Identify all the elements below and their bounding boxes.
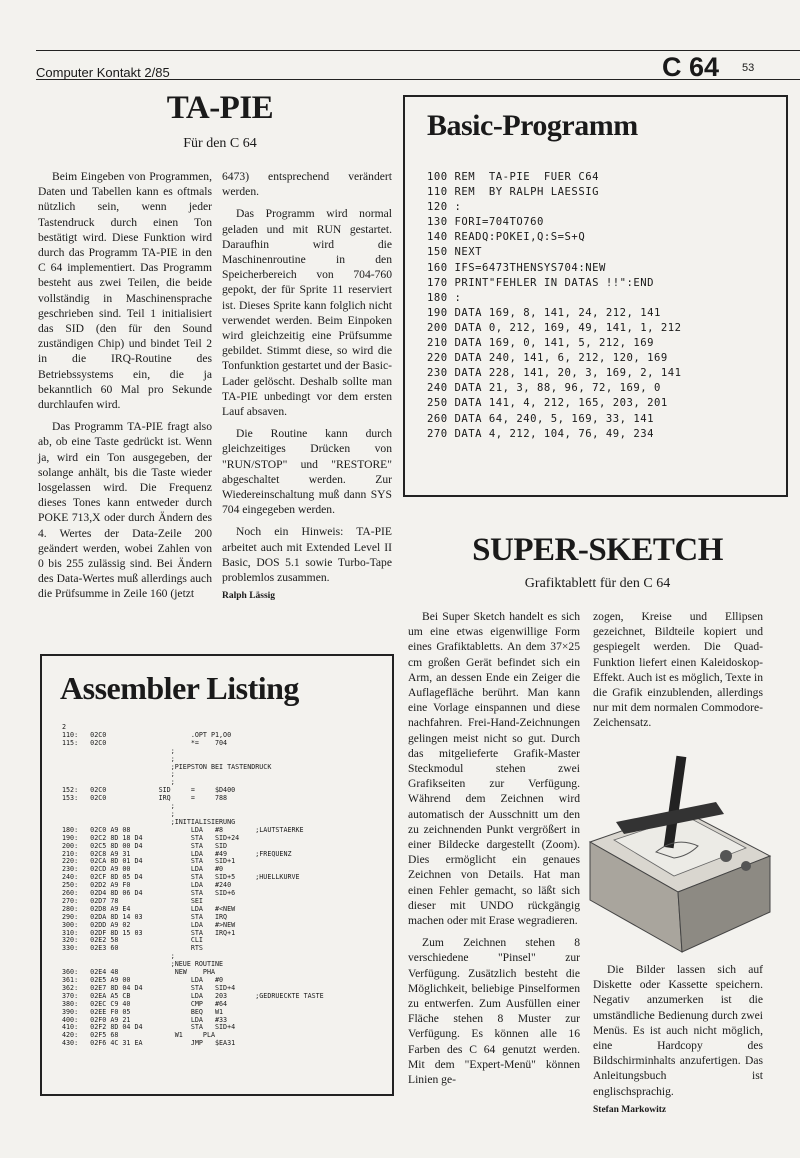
code-line: 153: 02C0 IRQ = 788 (62, 794, 228, 803)
code-line: 130 FORI=704TO760 (427, 216, 544, 229)
supersketch-title: SUPER-SKETCH (472, 532, 723, 568)
tapie-title: TA-PIE (166, 90, 274, 126)
header-rule (36, 50, 800, 51)
code-line: 300: 02DD A9 02 LDA #>NEW (62, 920, 236, 929)
code-line: ;PIEPSTON BEI TASTENDRUCK (62, 762, 272, 771)
code-line: 2 (62, 723, 67, 731)
supersketch-subtitle: Grafiktablett für den C 64 (524, 576, 671, 591)
code-line: 150 NEXT (427, 246, 483, 259)
code-line: 390: 02EE F0 05 BEQ W1 (62, 1007, 224, 1016)
code-line: 260: 02D4 8D 06 D4 STA SID+6 (62, 889, 236, 898)
assembler-listing-box (40, 654, 394, 1096)
author-signature: Stefan Markowitz (593, 1104, 667, 1115)
code-line: 160 IFS=6473THENSYS704:NEW (427, 261, 606, 274)
section-label: C 64 (662, 52, 720, 82)
code-line: 240: 02CF 8D 05 D4 STA SID+5 ;HUELLKURVE (62, 873, 300, 882)
code-line: 410: 02F2 8D 04 D4 STA SID+4 (62, 1023, 236, 1032)
basic-program-title: Basic-Programm (427, 109, 638, 142)
code-line: 190: 02C2 8D 18 D4 STA SID+24 (62, 833, 240, 842)
code-line: 210: 02C8 A9 31 LDA #49 ;FREQUENZ (62, 849, 292, 858)
paragraph: Noch ein Hinweis: TA-PIE arbeitet auch mit Extended Level II Basic, DOS 5.1 sowie Turbo-Tape problemlos zusammen. (222, 525, 392, 585)
code-line: 220 DATA 240, 141, 6, 212, 120, 169 (427, 352, 668, 365)
code-line: ; (62, 952, 175, 961)
code-line: 100 REM TA-PIE FUER C64 (427, 171, 599, 183)
code-line: 170 PRINT"FEHLER IN DATAS !!":END (427, 276, 654, 289)
code-line: 200 DATA 0, 212, 169, 49, 141, 1, 212 (427, 321, 682, 334)
code-line: 270 DATA 4, 212, 104, 76, 49, 234 (427, 427, 654, 440)
basic-program-box (403, 95, 788, 497)
code-line: 361: 02E5 A9 00 LDA #0 (62, 976, 224, 984)
code-line: 362: 02E7 8D 04 D4 STA SID+4 (62, 983, 236, 992)
paragraph: Die Bilder lassen sich auf Diskette oder Kassette speichern. Negativ anzumerken ist die umständliche Bedienung durch zwei Menüs. Es ist auch nicht möglich, eine Hardcopy des Bildschirminhalts anzufertigen. Das Anleitungsbuch ist englischsprachig. (593, 963, 763, 1098)
tapie-subtitle: Für den C 64 (183, 136, 257, 151)
supersketch-column-2a (593, 609, 763, 731)
code-line: 280: 02D8 A9 E4 LDA #<NEW (62, 904, 236, 913)
supersketch-column-1 (408, 609, 580, 1087)
code-line: 380: 02EC C9 40 CMP #64 (62, 999, 228, 1008)
code-line: 190 DATA 169, 8, 141, 24, 212, 141 (427, 306, 661, 319)
code-line: 420: 02F5 68 W1 PLA (62, 1031, 215, 1040)
basic-code-listing (427, 170, 682, 442)
code-line: ; (62, 802, 175, 811)
code-line: ;NEUE ROUTINE (62, 960, 224, 969)
code-line: ;INITIALISIERUNG (62, 817, 236, 826)
code-line: ; (62, 770, 175, 779)
code-line: 180: 02C0 A9 08 LDA #8 ;LAUTSTAERKE (62, 825, 304, 834)
code-line: 152: 02C0 SID = $D400 (62, 786, 236, 795)
code-line: 230 DATA 228, 141, 20, 3, 169, 2, 141 (427, 367, 682, 380)
supersketch-column-2b (593, 962, 763, 1118)
paragraph: Das Programm TA-PIE fragt also ab, ob eine Taste gedrückt ist. Wenn ja, wird ein Ton ausgegeben, der solange anhält, bis die Taste wieder losgelassen wird. Die Frequenz dieses Tones kann entweder durch POKE 713,X oder durch Ändern des 4. Wertes der Data-Zeile 200 geändert werden, wobei Zahlen von 0 bis 255 zulässig sind. Bei Ändern des Data-Wertes muß allerdings auch die Prüfsumme in Zeile 160 (jetzt (38, 420, 212, 601)
paragraph: Zum Zeichnen stehen 8 verschiedene "Pinsel" zur Verfügung. Zusätzlich besteht die Möglichkeit, beliebige Pinselformen zu entwerfen. Zum Ausfüllen einer Fläche stehen 8 Muster zur Verfügung. Es können alle 16 Farben des C 64 genutzt werden. Mit dem "Expert-Menü" können Linien ge- (408, 936, 580, 1087)
paragraph: Das Programm wird normal geladen und mit RUN gestartet. Daraufhin wird die Maschinenroutine in den Speicherbereich von 704-760 gepokt, der für Sprite 11 reserviert ist. Dieses Sprite kann folglich nicht verwendet werden. Beim Einpoken wird gleichzeitig eine Prüfsumme gebildet. Stimmt diese, so wird die Tonfunktion gestartet und der Basic-Lader gelöscht. Deshalb sollte man TA-PIE unbedingt vor dem ersten Lauf absaven. (222, 207, 392, 419)
paragraph: Beim Eingeben von Programmen, Daten und Tabellen kann es oftmals nützlich sein, wenn jeder Tastendruck durch einen Ton bestätigt wird. Diese Funktion wird durch das Programm TA-PIE in den C 64 implementiert. Das Programm besteht aus zwei Teilen, die beide vollständig in Maschinensprache geschrieben sind. Teil 1 initialisiert das SID (den für den Sound zuständigen Chip) und bindet Teil 2 in die IRQ-Routine des Betriebssystems ein, die ja bekanntlich 60 Mal pro Sekunde durchlaufen wird. (38, 170, 212, 412)
code-line: 140 READQ:POKEI,Q:S=S+Q (427, 231, 586, 244)
code-line: 110: 02C0 .OPT P1,O0 (62, 730, 232, 739)
tablet-photo (586, 752, 774, 960)
paragraph: 6473) entsprechend verändert werden. (222, 170, 392, 199)
code-line: 260 DATA 64, 240, 5, 169, 33, 141 (427, 412, 654, 425)
code-line: 430: 02F6 4C 31 EA JMP $EA31 (62, 1039, 236, 1048)
code-line: 290: 02DA 8D 14 03 STA IRQ (62, 912, 228, 921)
page-number: 53 (742, 62, 755, 74)
code-line: 120 : (427, 201, 462, 214)
code-line: ; (62, 746, 175, 755)
paragraph: Die Routine kann durch gleichzeitiges Drücken von "RUN/STOP" und "RESTORE" abgeschaltet werden. Zur Wiedereinschaltung muß dann SYS 704 eingegeben werden. (222, 427, 392, 517)
code-line: 310: 02DF 8D 15 03 STA IRQ+1 (62, 928, 236, 937)
code-line: 210 DATA 169, 0, 141, 5, 212, 169 (427, 337, 654, 350)
code-line: 240 DATA 21, 3, 88, 96, 72, 169, 0 (427, 382, 661, 395)
code-line: 320: 02E2 58 CLI (62, 936, 203, 945)
code-line: 370: 02EA A5 CB LDA 203 ;GEDRUECKTE TASTE (62, 991, 324, 1000)
code-line: 110 REM BY RALPH LAESSIG (427, 186, 599, 199)
code-line: 400: 02F0 A9 21 LDA #33 (62, 1015, 228, 1024)
code-line: 250: 02D2 A9 F0 LDA #240 (62, 881, 232, 890)
code-line: ; (62, 809, 175, 818)
code-line: ; (62, 778, 175, 787)
code-line: 180 : (427, 291, 462, 304)
code-line: 250 DATA 141, 4, 212, 165, 203, 201 (427, 397, 668, 410)
code-line: 270: 02D7 78 SEI (62, 896, 203, 905)
assembler-listing-title: Assembler Listing (60, 670, 299, 706)
code-line: 230: 02CD A9 00 LDA #0 (62, 865, 224, 874)
paragraph: Bei Super Sketch handelt es sich um eine etwas eigenwillige Form eines Grafiktabletts. An dem 37×25 cm großen Gerät befindet sich ein Arm, an dessen Ende ein Zeiger die Auflagefläche berührt. Man kann eine Vorlage einspannen und diese nachfahren. Frei-Hand-Zeichnungen gelingen meist nicht so gut. Durch das mitgelieferte Grafik-Master Steckmodul stehen zwei Grafikseiten zur Verfügung. Während dem Zeichnen wird automatisch der Ausschnitt um den zu zeichnenden Punkt vergrößert in einer Bildecke dargestellt (Zoom). Dies ermöglicht ein genaues Zeichnen von Details. Hat man einen Fehler gemacht, so läßt sich dieser mit UNDO rückgängig machen oder mit Erase wegradieren. (408, 610, 580, 928)
assembler-code-listing (62, 724, 324, 1048)
tapie-column-2 (222, 169, 392, 604)
code-line: 330: 02E3 60 RTS (62, 944, 203, 953)
code-line: 200: 02C5 8D 00 D4 STA SID (62, 841, 228, 850)
code-line: 115: 02C0 *= 704 (62, 738, 228, 747)
code-line: 220: 02CA 8D 01 D4 STA SID+1 (62, 857, 236, 866)
paragraph: zogen, Kreise und Ellipsen gezeichnet, Bildteile kopiert und gespiegelt werden. Die Quad-Funktion liefert einen Kaleidoskop-Effekt. Auch ist es möglich, Texte in die Grafik einzublenden, allerdings nur mit dem normalen Commodore-Zeichensatz. (593, 610, 763, 730)
code-line: 360: 02E4 48 NEW PHA (62, 968, 215, 977)
tapie-column-1 (38, 169, 212, 602)
magazine-name: Computer Kontakt 2/85 (36, 65, 170, 80)
author-signature: Ralph Lässig (222, 591, 276, 602)
code-line: ; (62, 754, 175, 763)
